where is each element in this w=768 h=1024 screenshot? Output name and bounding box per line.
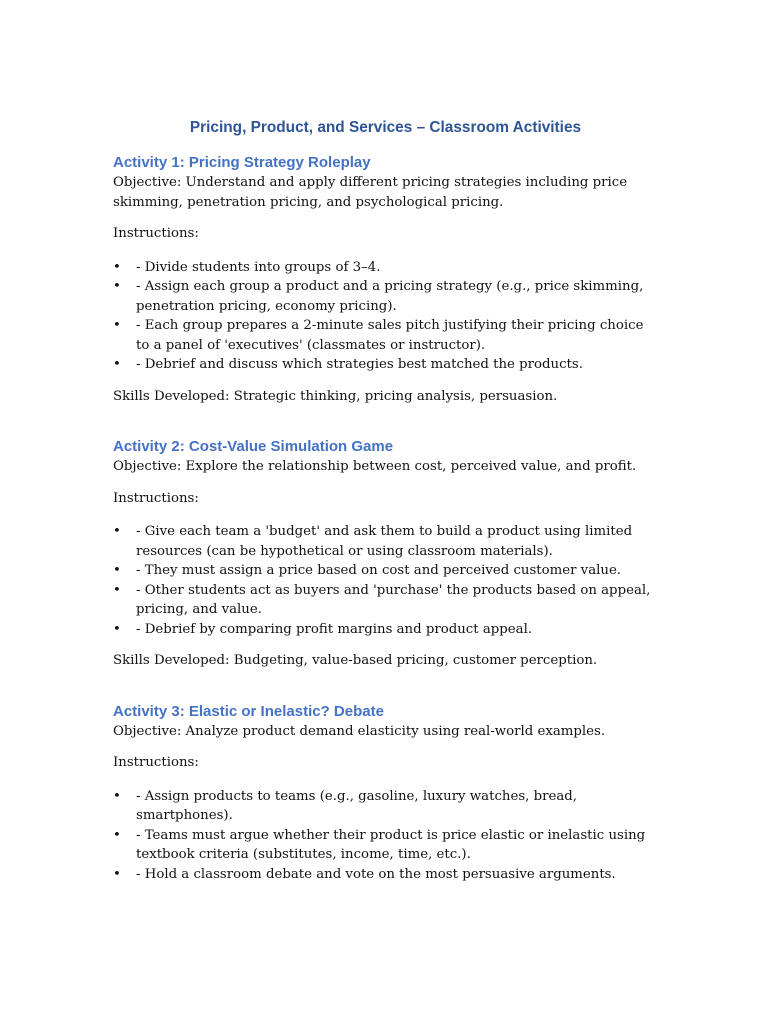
activity-1 <box>113 153 658 406</box>
bullet-icon: • <box>113 621 121 637</box>
bullet-icon: • <box>113 357 121 372</box>
activity-objective: Objective: Understand and apply different pricing strategies including price skimming, penetration pricing, and psychological pricing. <box>113 175 628 210</box>
list-item-text: - They must assign a price based on cost and perceived customer value. <box>136 563 622 578</box>
list-item <box>113 258 658 278</box>
list-item <box>113 561 658 581</box>
list-item-text: - Give each team a 'budget' and ask them to build a product using limited resources (can be hypothetical or using classroom materials). <box>136 524 633 559</box>
bullet-icon: • <box>113 866 121 882</box>
list-item-text: - Debrief by comparing profit margins and product appeal. <box>136 621 533 637</box>
instruction-list <box>113 522 658 639</box>
bullet-icon: • <box>113 788 121 804</box>
list-item <box>113 522 658 561</box>
list-item-text: - Teams must argue whether their product is price elastic or inelastic using textbook criteria (substitutes, income, time, etc.). <box>136 827 646 862</box>
instruction-list <box>113 258 658 375</box>
skills-developed: Skills Developed: Budgeting, value-based pricing, customer perception. <box>113 653 598 668</box>
list-item-text: - Divide students into groups of 3–4. <box>136 259 381 275</box>
activity-3 <box>113 702 658 885</box>
list-item <box>113 620 658 640</box>
bullet-icon: • <box>113 279 121 294</box>
instructions-label: Instructions: <box>113 755 199 770</box>
list-item-text: - Debrief and discuss which strategies best matched the products. <box>136 357 583 372</box>
activity-2 <box>113 437 658 671</box>
bullet-icon: • <box>113 563 121 578</box>
list-item-text: - Hold a classroom debate and vote on the most persuasive arguments. <box>136 866 616 882</box>
activity-objective: Objective: Explore the relationship between cost, perceived value, and profit. <box>113 459 637 474</box>
bullet-icon: • <box>113 582 121 598</box>
activity-heading: Activity 2: Cost-Value Simulation Game <box>113 438 394 455</box>
activity-heading: Activity 3: Elastic or Inelastic? Debate <box>113 702 384 720</box>
list-item <box>113 826 658 865</box>
list-item-text: - Each group prepares a 2-minute sales pitch justifying their pricing choice to a panel of 'executives' (classmates or instructor). <box>136 318 644 353</box>
list-item-text: - Other students act as buyers and 'purchase' the products based on appeal, pricing, and value. <box>136 582 651 617</box>
list-item <box>113 581 658 620</box>
list-item-text: - Assign each group a product and a pricing strategy (e.g., price skimming, penetration pricing, economy pricing). <box>136 279 644 314</box>
bullet-icon: • <box>113 827 121 843</box>
list-item <box>113 355 658 375</box>
document-title: Pricing, Product, and Services – Classroom Activities <box>189 119 582 136</box>
list-item <box>113 316 658 355</box>
document-content <box>113 118 658 915</box>
skills-developed: Skills Developed: Strategic thinking, pricing analysis, persuasion. <box>113 388 558 404</box>
bullet-icon: • <box>113 524 121 539</box>
instructions-label: Instructions: <box>113 226 199 241</box>
list-item <box>113 865 658 885</box>
activity-objective: Objective: Analyze product demand elasticity using real-world examples. <box>113 723 606 739</box>
list-item <box>113 277 658 316</box>
bullet-icon: • <box>113 259 121 275</box>
list-item-text: - Assign products to teams (e.g., gasoline, luxury watches, bread, smartphones). <box>136 788 578 823</box>
activity-heading: Activity 1: Pricing Strategy Roleplay <box>113 154 371 171</box>
bullet-icon: • <box>113 318 121 333</box>
list-item <box>113 787 658 826</box>
instructions-label: Instructions: <box>113 490 199 506</box>
instruction-list <box>113 787 658 885</box>
